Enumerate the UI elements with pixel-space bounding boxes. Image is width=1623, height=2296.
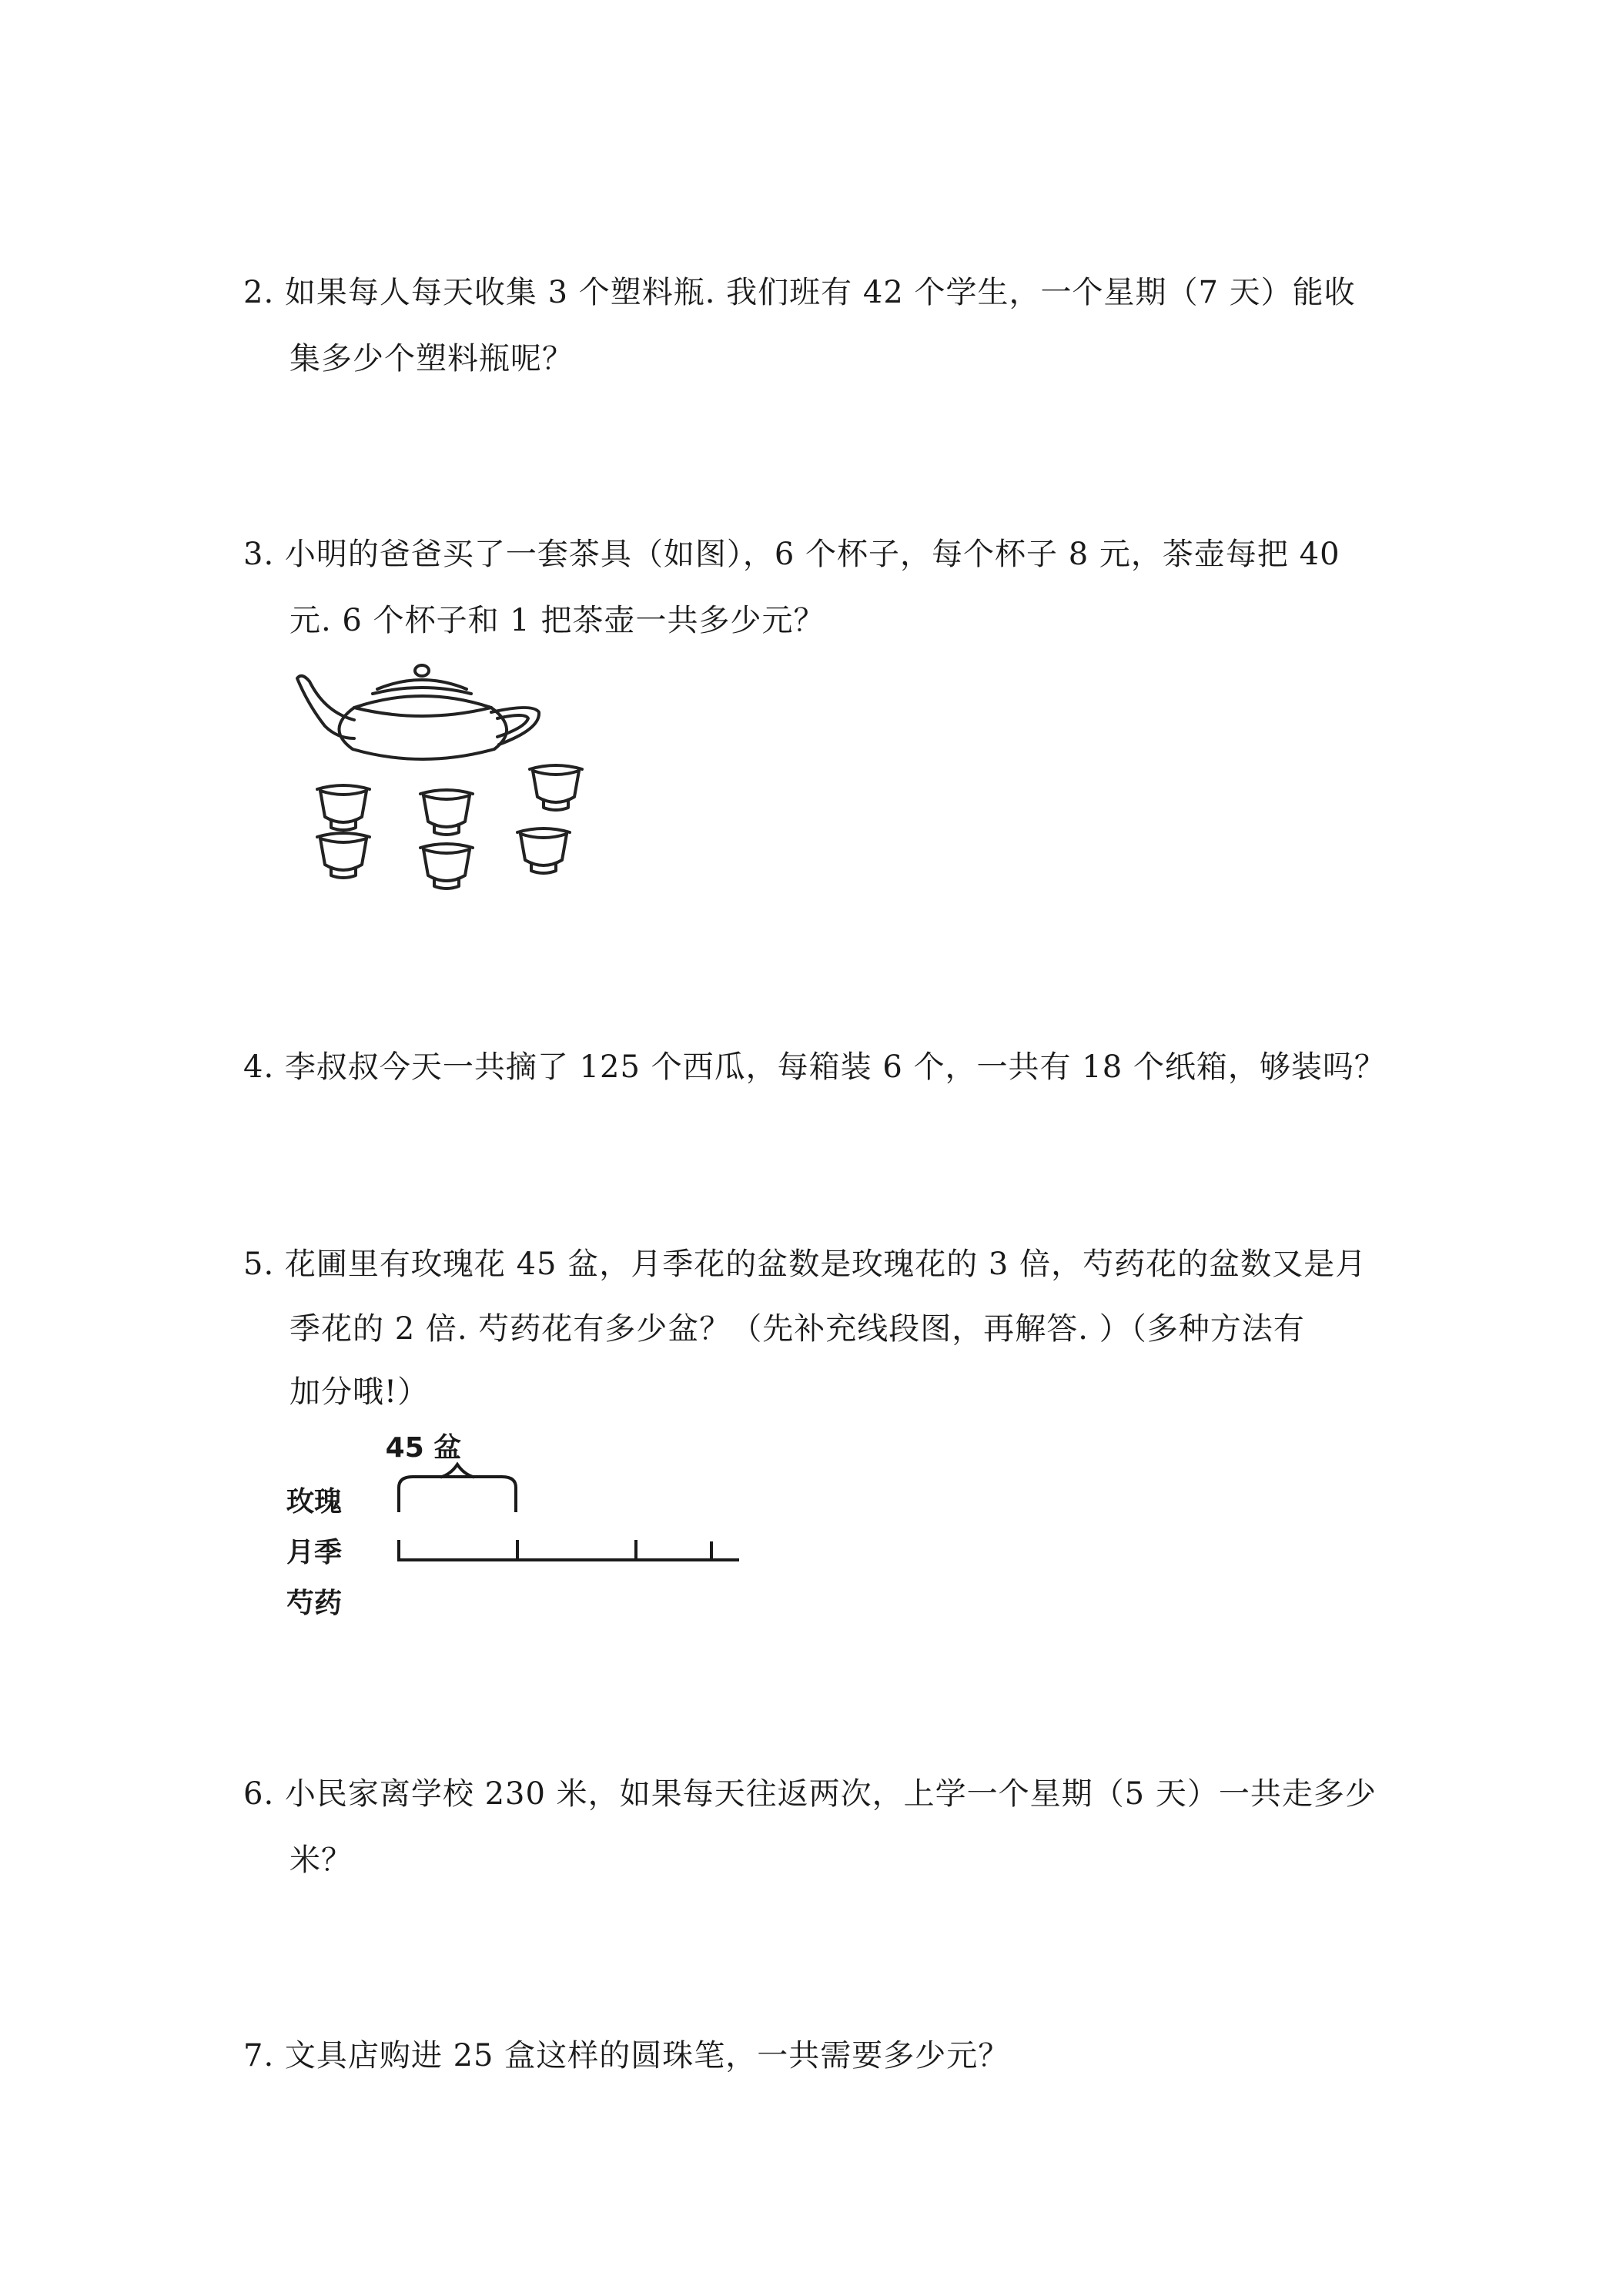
cup-icon-6: [517, 828, 570, 873]
q3-line-1: 3. 小明的爸爸买了一套茶具（如图），6 个杯子，每个杯子 8 元，茶壶每把 40: [243, 537, 1340, 572]
q6-line-2: 米？: [289, 1842, 353, 1878]
yueji-end-tick: [707, 1541, 716, 1565]
row-label-shaoyao: 芍药: [286, 1588, 343, 1619]
teapot-icon: [297, 665, 539, 759]
brace-label: 45 盆: [385, 1432, 462, 1464]
cup-icon-5: [420, 844, 473, 889]
cup-icon-3: [530, 765, 582, 810]
q6-line-1: 6. 小民家离学校 230 米，如果每天往返两次，上学一个星期（5 天）一共走多少: [243, 1776, 1377, 1812]
segment-diagram: [277, 1424, 739, 1625]
q5-line-1: 5. 花圃里有玫瑰花 45 盆，月季花的盆数是玫瑰花的 3 倍，芍药花的盆数又是月: [243, 1247, 1367, 1282]
q5-line-3: 加分哦!）: [289, 1374, 430, 1410]
q7-line-1: 7. 文具店购进 25 盒这样的圆珠笔，一共需要多少元？: [243, 2038, 1010, 2073]
cup-icon-2: [420, 790, 473, 835]
q2-line-1: 2. 如果每人每天收集 3 个塑料瓶. 我们班有 42 个学生，一个星期（7 天）能收: [243, 275, 1356, 310]
q2-line-2: 集多少个塑料瓶呢？: [289, 341, 574, 377]
q5-line-2: 季花的 2 倍. 芍药花有多少盆？（先补充线段图，再解答. ）（多种方法有: [289, 1311, 1305, 1347]
cup-icon-1: [317, 785, 370, 830]
q4-line-1: 4. 李叔叔今天一共摘了 125 个西瓜，每箱装 6 个，一共有 18 个纸箱，够装吗？: [243, 1049, 1386, 1085]
row-label-yueji: 月季: [286, 1537, 343, 1568]
rose-brace: [399, 1477, 516, 1511]
q3-line-2: 元. 6 个杯子和 1 把茶壶一共多少元？: [289, 603, 825, 638]
row-label-rose: 玫瑰: [286, 1486, 343, 1518]
teaset-figure: [293, 658, 616, 901]
yueji-segment-line: [399, 1541, 739, 1560]
cup-icon-4: [317, 833, 370, 878]
